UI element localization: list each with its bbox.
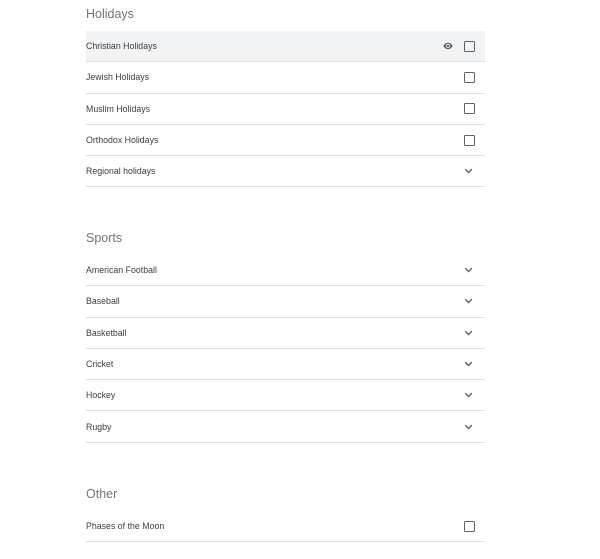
calendar-row-label: Hockey bbox=[86, 390, 116, 401]
other-section-title: Other bbox=[86, 487, 118, 501]
calendar-row-label: Christian Holidays bbox=[86, 41, 157, 52]
calendar-row-phases-of-the-moon[interactable] bbox=[86, 511, 485, 542]
calendar-row-rugby[interactable] bbox=[86, 411, 485, 442]
calendar-row-basketball[interactable] bbox=[86, 318, 485, 349]
sports-list bbox=[86, 255, 485, 443]
chevron-down-icon[interactable] bbox=[464, 329, 473, 337]
checkbox[interactable] bbox=[464, 72, 475, 83]
other-list bbox=[86, 511, 485, 542]
calendar-row-hockey[interactable] bbox=[86, 380, 485, 411]
calendar-row-label: Phases of the Moon bbox=[86, 521, 165, 532]
checkbox[interactable] bbox=[464, 41, 475, 52]
calendar-row-label: Jewish Holidays bbox=[86, 72, 150, 83]
calendar-row-christian-holidays[interactable] bbox=[86, 31, 485, 62]
chevron-down-icon[interactable] bbox=[464, 297, 473, 305]
calendar-row-jewish-holidays[interactable] bbox=[86, 62, 485, 93]
calendar-row-label: Cricket bbox=[86, 359, 114, 370]
calendar-row-label: Basketball bbox=[86, 327, 127, 338]
calendar-row-baseball[interactable] bbox=[86, 286, 485, 317]
checkbox[interactable] bbox=[464, 103, 475, 114]
holidays-section-title: Holidays bbox=[86, 7, 134, 21]
calendar-row-label: Regional holidays bbox=[86, 166, 156, 177]
calendar-row-label: Rugby bbox=[86, 421, 112, 432]
calendar-row-label: Baseball bbox=[86, 296, 120, 307]
chevron-down-icon[interactable] bbox=[464, 423, 473, 431]
calendar-row-cricket[interactable] bbox=[86, 349, 485, 380]
calendar-row-label: American Football bbox=[86, 265, 157, 276]
calendar-row-american-football[interactable] bbox=[86, 255, 485, 286]
calendar-row-label: Muslim Holidays bbox=[86, 103, 151, 114]
eye-icon[interactable] bbox=[442, 41, 454, 51]
checkbox[interactable] bbox=[464, 135, 475, 146]
calendar-row-regional-holidays[interactable] bbox=[86, 156, 485, 187]
chevron-down-icon[interactable] bbox=[464, 391, 473, 399]
chevron-down-icon[interactable] bbox=[464, 167, 473, 175]
chevron-down-icon[interactable] bbox=[464, 266, 473, 274]
calendar-row-orthodox-holidays[interactable] bbox=[86, 125, 485, 156]
checkbox[interactable] bbox=[464, 521, 475, 532]
holidays-list bbox=[86, 31, 485, 187]
calendar-row-muslim-holidays[interactable] bbox=[86, 94, 485, 125]
calendar-row-label: Orthodox Holidays bbox=[86, 135, 159, 146]
chevron-down-icon[interactable] bbox=[464, 360, 473, 368]
sports-section-title: Sports bbox=[86, 231, 123, 245]
